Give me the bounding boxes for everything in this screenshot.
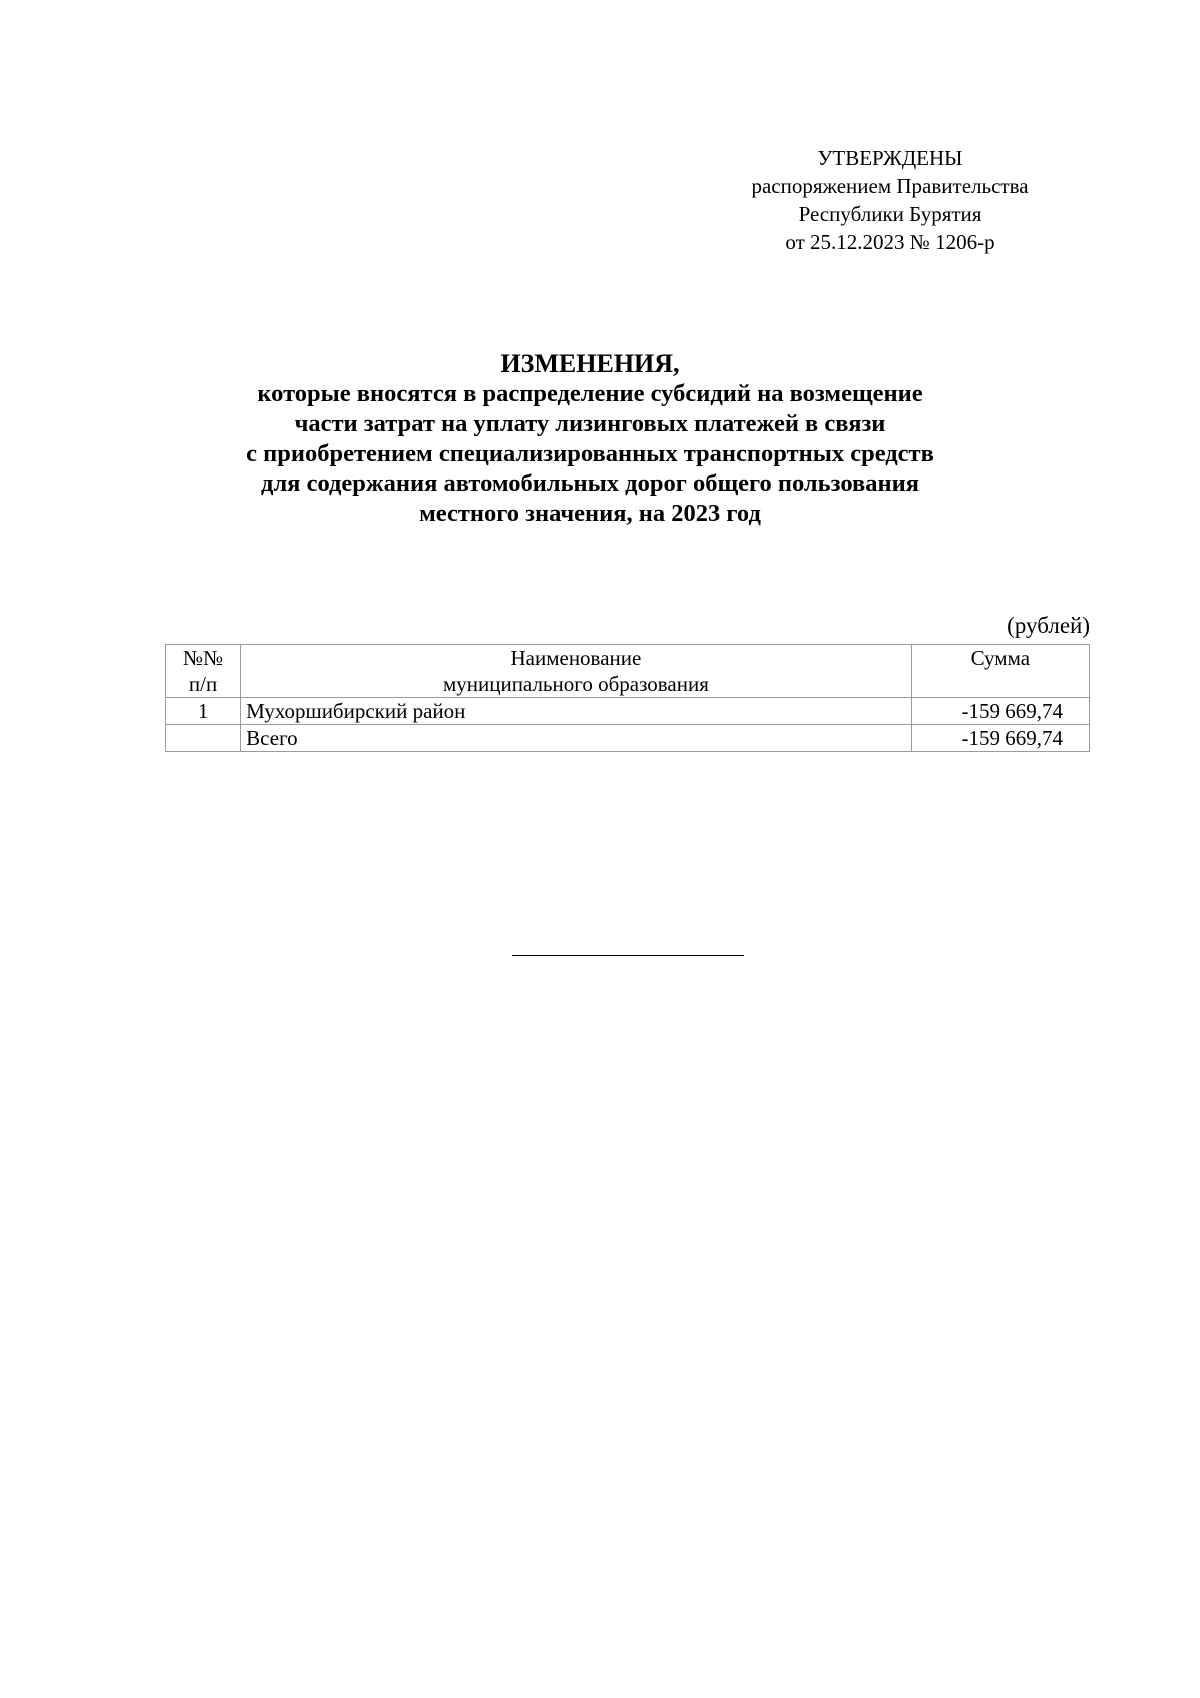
header-sum: Сумма [911, 645, 1089, 698]
header-row-number [166, 645, 241, 698]
table-header-row [166, 645, 1090, 698]
end-divider [512, 955, 744, 956]
document-subtitle-line: части затрат на уплату лизинговых платежей в связи [294, 410, 886, 437]
table-row [166, 698, 1090, 725]
header-municipality [241, 645, 911, 698]
document-subtitle-line: с приобретением специализированных транспортных средств [246, 440, 934, 467]
approval-region: Республики Бурятия [798, 202, 982, 226]
cell-row-number: 1 [166, 698, 241, 725]
header-row-number-line: №№ [183, 646, 224, 670]
header-municipality-line: муниципального образования [442, 672, 709, 696]
cell-sum: -159 669,74 [911, 698, 1089, 725]
document-subtitle-line: которые вносятся в распределение субсидий на возмещение [257, 380, 923, 407]
units-label: (рублей) [1007, 613, 1090, 638]
approval-authority: распоряжением Правительства [751, 174, 1029, 198]
document-subtitle-line: для содержания автомобильных дорог общего пользования [261, 470, 919, 497]
approval-stamp [720, 144, 1060, 256]
document-heading: ИЗМЕНЕНИЯ, [500, 349, 680, 378]
distribution-table [165, 644, 1090, 752]
document-subtitle-line: местного значения, на 2023 год [419, 500, 761, 527]
header-row-number-line: п/п [188, 672, 218, 696]
table-total-row [166, 725, 1090, 752]
cell-municipality: Мухоршибирский район [241, 698, 911, 725]
approval-title: УТВЕРЖДЕНЫ [817, 146, 963, 170]
cell-total-label: Всего [241, 725, 911, 752]
approval-date-number: от 25.12.2023 № 1206-р [785, 230, 995, 254]
header-municipality-line: Наименование [510, 646, 642, 670]
document-title [180, 349, 1000, 529]
cell-total-sum: -159 669,74 [911, 725, 1089, 752]
cell-row-number [166, 725, 241, 752]
